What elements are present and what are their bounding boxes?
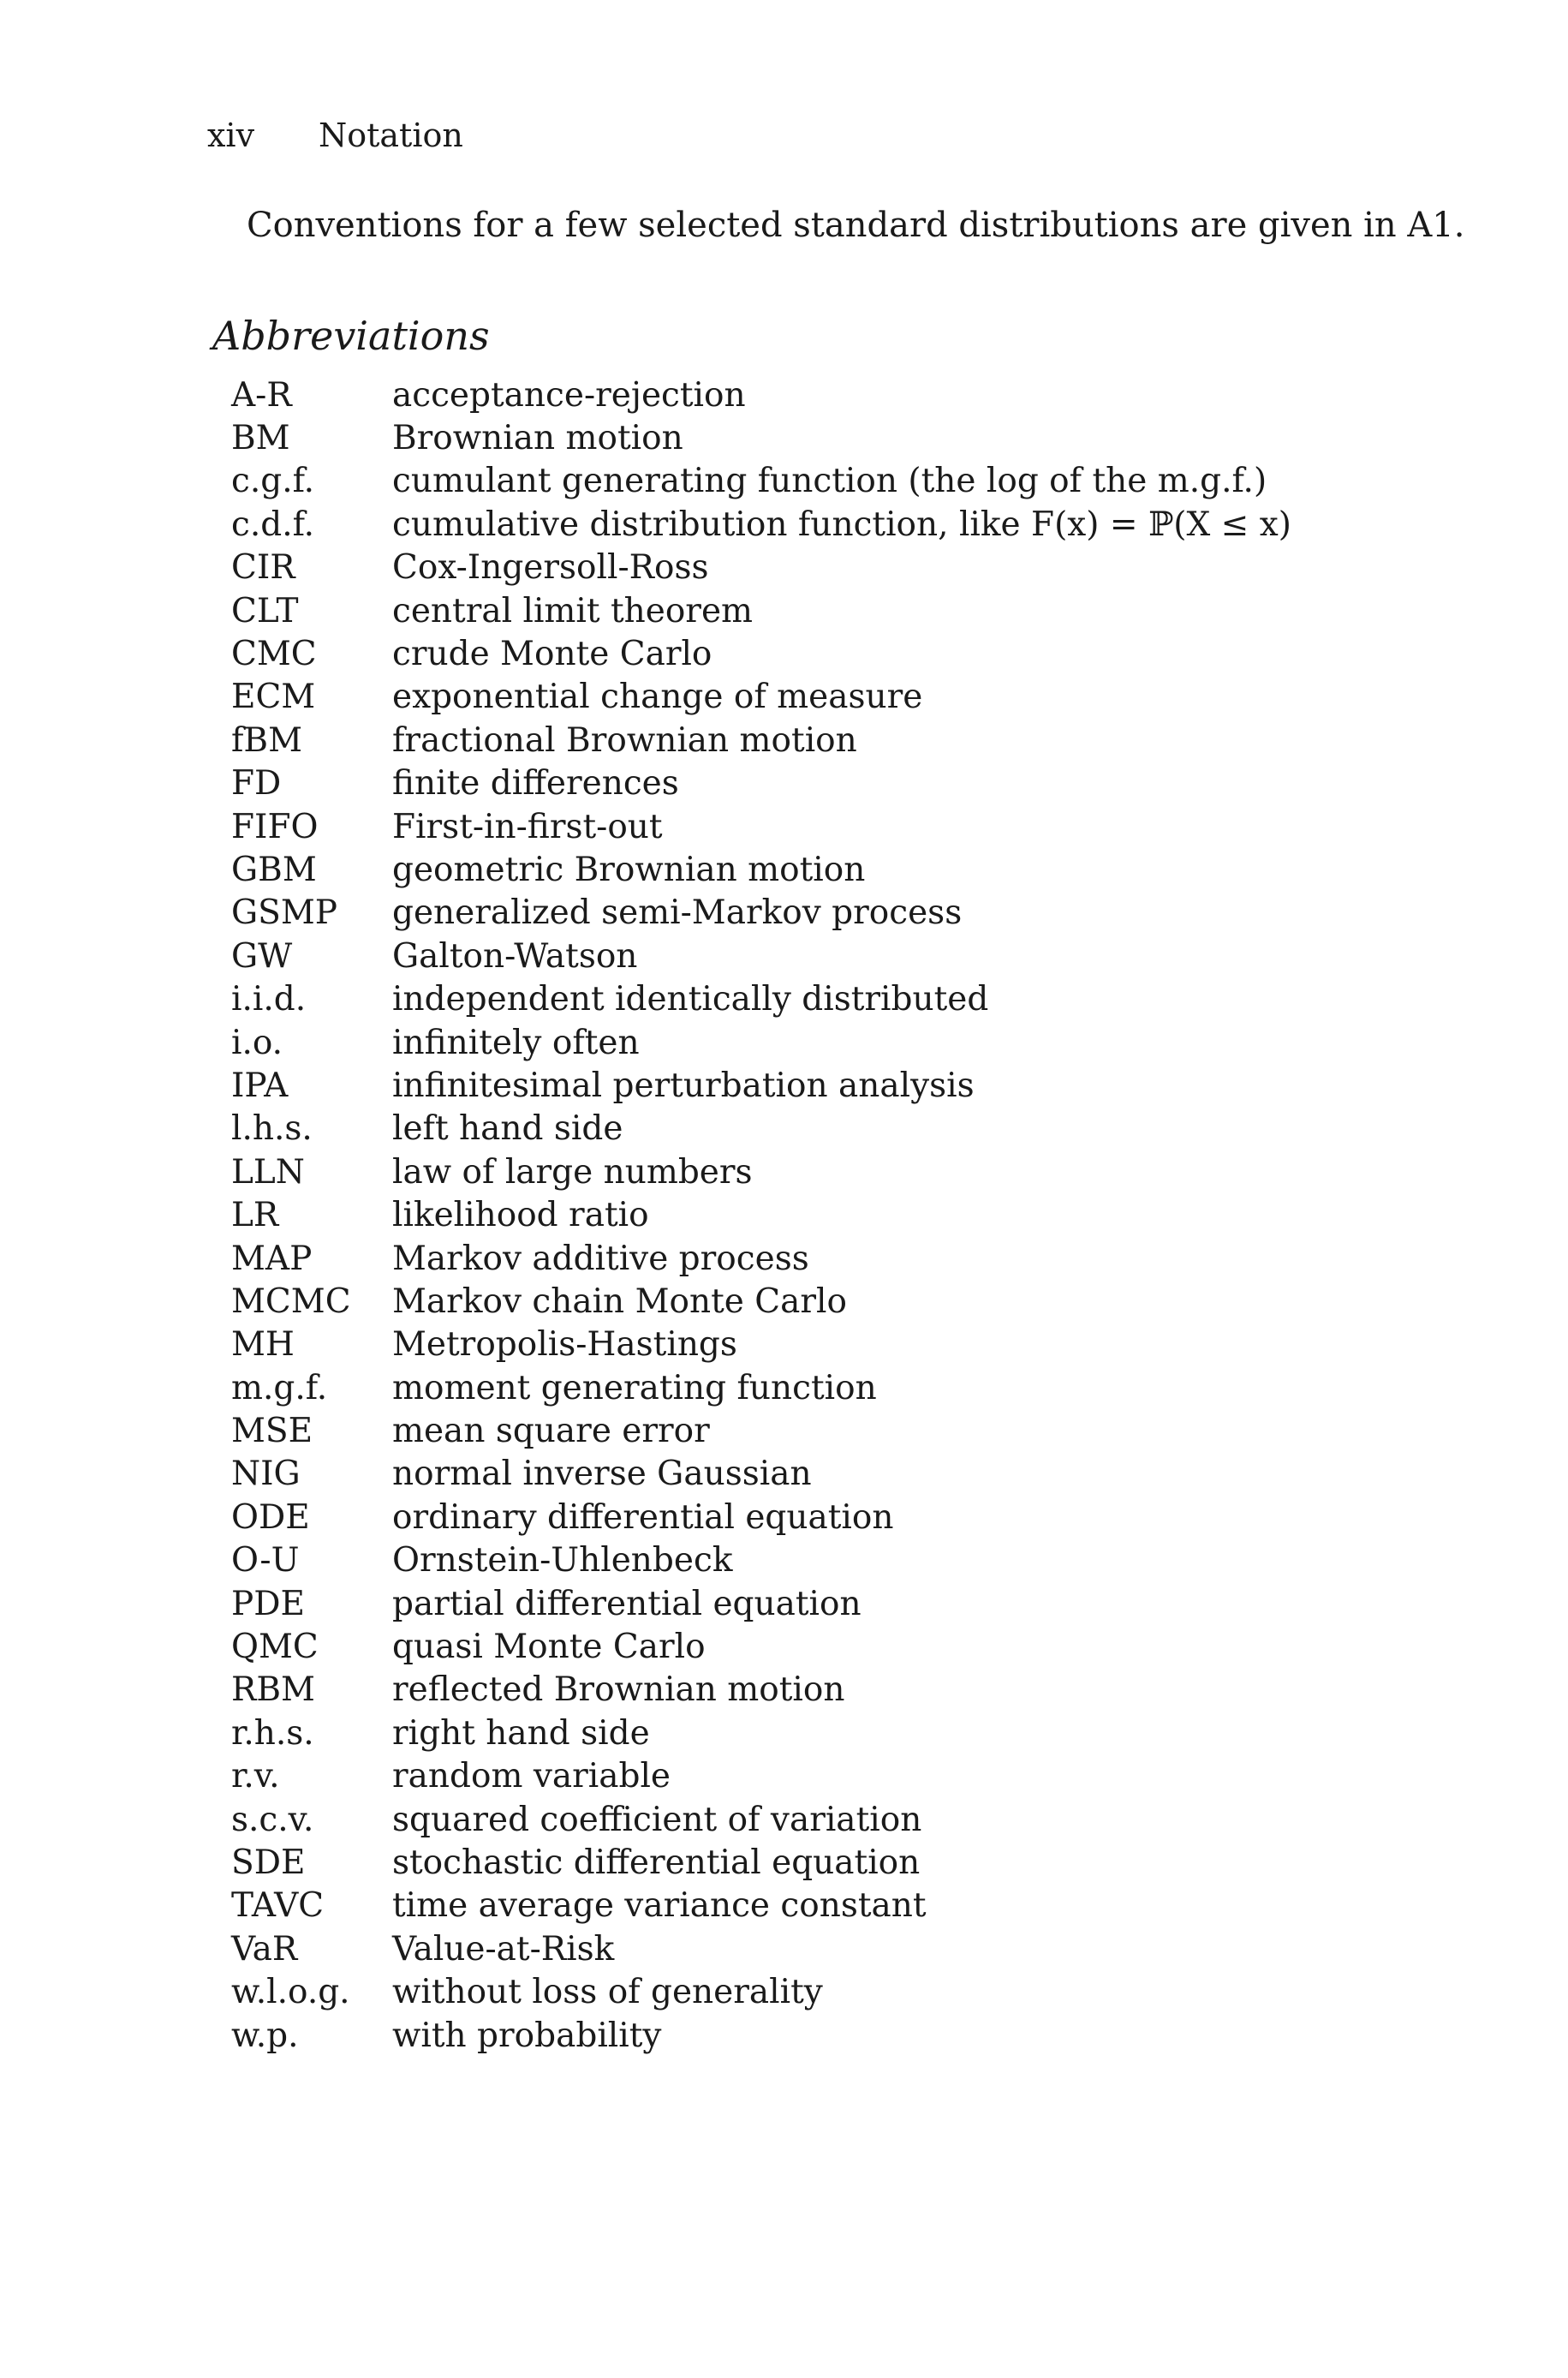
abbreviation-definition: Galton-Watson <box>392 936 638 976</box>
abbreviation-definition: Markov chain Monte Carlo <box>392 1282 847 1321</box>
abbreviation-entry <box>231 1625 1291 1668</box>
abbreviation-definition: infinitesimal perturbation analysis <box>392 1066 975 1105</box>
abbreviation-term: FIFO <box>231 807 319 846</box>
abbreviation-term: IPA <box>231 1066 289 1105</box>
abbreviation-definition: random variable <box>392 1757 671 1796</box>
abbreviation-definition: Brownian motion <box>392 419 683 458</box>
abbreviation-entry <box>231 1970 1291 2013</box>
abbreviation-term: RBM <box>231 1670 315 1710</box>
abbreviation-term: r.v. <box>231 1757 280 1796</box>
abbreviation-term: PDE <box>231 1584 305 1623</box>
abbreviation-list <box>231 373 1291 2057</box>
abbreviation-entry <box>231 1755 1291 1798</box>
abbreviation-definition: Markov additive process <box>392 1239 809 1278</box>
abbreviation-definition: generalized semi-Markov process <box>392 893 963 933</box>
abbreviation-entry <box>231 977 1291 1020</box>
abbreviation-definition: Cox-Ingersoll-Ross <box>392 548 709 588</box>
abbreviation-definition: left hand side <box>392 1109 623 1149</box>
abbreviation-definition: independent identically distributed <box>392 980 989 1019</box>
abbreviation-term: c.g.f. <box>231 462 315 501</box>
abbreviation-definition: Value-at-Risk <box>392 1929 615 1969</box>
abbreviation-definition: reflected Brownian motion <box>392 1670 845 1710</box>
abbreviation-entry <box>231 416 1291 459</box>
abbreviation-entry <box>231 589 1291 632</box>
abbreviation-definition: Ornstein-Uhlenbeck <box>392 1541 733 1580</box>
abbreviation-entry <box>231 1798 1291 1841</box>
abbreviation-term: CIR <box>231 548 295 588</box>
abbreviation-definition: cumulant generating function (the log of the m.g.f.) <box>392 462 1267 501</box>
abbreviation-definition: mean square error <box>392 1412 710 1451</box>
abbreviation-definition: exponential change of measure <box>392 678 923 717</box>
abbreviation-entry <box>231 460 1291 503</box>
abbreviation-term: MSE <box>231 1412 313 1451</box>
abbreviation-entry <box>231 1193 1291 1236</box>
abbreviation-entry <box>231 1712 1291 1754</box>
abbreviation-definition: fractional Brownian motion <box>392 720 857 760</box>
abbreviation-entry <box>231 1582 1291 1625</box>
abbreviation-definition: without loss of generality <box>392 1973 823 2012</box>
abbreviation-definition: likelihood ratio <box>392 1196 649 1235</box>
abbreviation-term: s.c.v. <box>231 1800 314 1839</box>
abbreviation-term: w.p. <box>231 2016 299 2055</box>
abbreviation-entry <box>231 1280 1291 1323</box>
abbreviation-entry <box>231 719 1291 762</box>
abbreviation-term: A-R <box>231 375 292 415</box>
abbreviation-term: NIG <box>231 1455 301 1494</box>
abbreviation-entry <box>231 676 1291 719</box>
abbreviation-term: SDE <box>231 1843 306 1882</box>
abbreviation-entry <box>231 632 1291 675</box>
abbreviation-entry <box>231 892 1291 935</box>
abbreviation-term: GW <box>231 936 293 976</box>
abbreviation-entry <box>231 1108 1291 1150</box>
abbreviation-definition: Metropolis-Hastings <box>392 1325 737 1365</box>
abbreviation-entry <box>231 1409 1291 1452</box>
abbreviation-entry <box>231 935 1291 977</box>
abbreviation-term: BM <box>231 419 290 458</box>
abbreviation-definition: infinitely often <box>392 1023 640 1062</box>
abbreviation-entry <box>231 373 1291 416</box>
abbreviation-term: ODE <box>231 1497 310 1537</box>
abbreviation-term: LLN <box>231 1152 305 1192</box>
abbreviation-term: m.g.f. <box>231 1368 328 1407</box>
abbreviation-term: MAP <box>231 1239 313 1278</box>
abbreviation-entry <box>231 848 1291 891</box>
abbreviation-term: CLT <box>231 591 299 630</box>
abbreviation-definition: First-in-first-out <box>392 807 663 846</box>
abbreviation-term: CMC <box>231 635 317 674</box>
abbreviation-entry <box>231 1237 1291 1280</box>
abbreviation-term: TAVC <box>231 1886 325 1926</box>
abbreviation-entry <box>231 1669 1291 1712</box>
abbreviation-definition: geometric Brownian motion <box>392 850 866 889</box>
abbreviation-entry <box>231 1064 1291 1107</box>
abbreviation-term: GBM <box>231 850 317 889</box>
abbreviation-term: l.h.s. <box>231 1109 313 1149</box>
running-head <box>207 115 463 156</box>
abbreviation-term: LR <box>231 1196 279 1235</box>
abbreviation-definition: finite differences <box>392 764 679 804</box>
abbreviation-term: MCMC <box>231 1282 351 1321</box>
abbreviation-term: VaR <box>231 1929 298 1969</box>
abbreviation-term: i.o. <box>231 1023 283 1062</box>
abbreviation-entry <box>231 1927 1291 1970</box>
abbreviation-definition: law of large numbers <box>392 1152 753 1192</box>
abbreviation-entry <box>231 547 1291 589</box>
abbreviation-definition: squared coefficient of variation <box>392 1800 922 1839</box>
abbreviation-definition: normal inverse Gaussian <box>392 1455 812 1494</box>
abbreviation-term: MH <box>231 1325 295 1365</box>
abbreviation-definition: central limit theorem <box>392 591 754 630</box>
abbreviation-entry <box>231 1841 1291 1884</box>
abbreviation-definition: time average variance constant <box>392 1886 927 1926</box>
abbreviation-entry <box>231 1366 1291 1409</box>
abbreviation-entry <box>231 1453 1291 1496</box>
abbreviation-term: ECM <box>231 678 316 717</box>
abbreviation-definition: crude Monte Carlo <box>392 635 712 674</box>
abbreviation-term: i.i.d. <box>231 980 307 1019</box>
abbreviation-term: r.h.s. <box>231 1713 314 1753</box>
abbreviation-definition: acceptance-rejection <box>392 375 746 415</box>
abbreviation-term: QMC <box>231 1628 319 1667</box>
abbreviation-term: w.l.o.g. <box>231 1973 350 2012</box>
abbreviation-entry <box>231 1021 1291 1064</box>
abbreviation-definition: partial differential equation <box>392 1584 862 1623</box>
intro-paragraph: Conventions for a few selected standard distributions are given in A1. <box>247 206 1465 245</box>
abbreviation-entry <box>231 805 1291 848</box>
abbreviation-entry <box>231 1496 1291 1539</box>
abbreviation-term: fBM <box>231 720 303 760</box>
abbreviation-term: GSMP <box>231 893 338 933</box>
abbreviation-definition: quasi Monte Carlo <box>392 1628 706 1667</box>
abbreviation-definition: with probability <box>392 2016 662 2055</box>
section-title: Abbreviations <box>212 313 490 359</box>
abbreviation-definition: stochastic differential equation <box>392 1843 921 1882</box>
page-number: xiv <box>207 117 255 154</box>
abbreviation-entry <box>231 1150 1291 1193</box>
abbreviation-entry <box>231 1539 1291 1582</box>
abbreviation-entry <box>231 503 1291 546</box>
abbreviation-term: c.d.f. <box>231 505 315 544</box>
running-title: Notation <box>319 117 463 154</box>
abbreviation-entry <box>231 762 1291 805</box>
abbreviation-term: O-U <box>231 1541 300 1580</box>
abbreviation-definition: cumulative distribution function, like F(x) = ℙ(X ≤ x) <box>392 505 1291 544</box>
abbreviation-entry <box>231 2014 1291 2057</box>
abbreviation-definition: moment generating function <box>392 1368 877 1407</box>
abbreviation-entry <box>231 1885 1291 1927</box>
abbreviation-entry <box>231 1323 1291 1366</box>
abbreviation-term: FD <box>231 764 282 804</box>
abbreviation-definition: ordinary differential equation <box>392 1497 894 1537</box>
abbreviation-definition: right hand side <box>392 1713 650 1753</box>
